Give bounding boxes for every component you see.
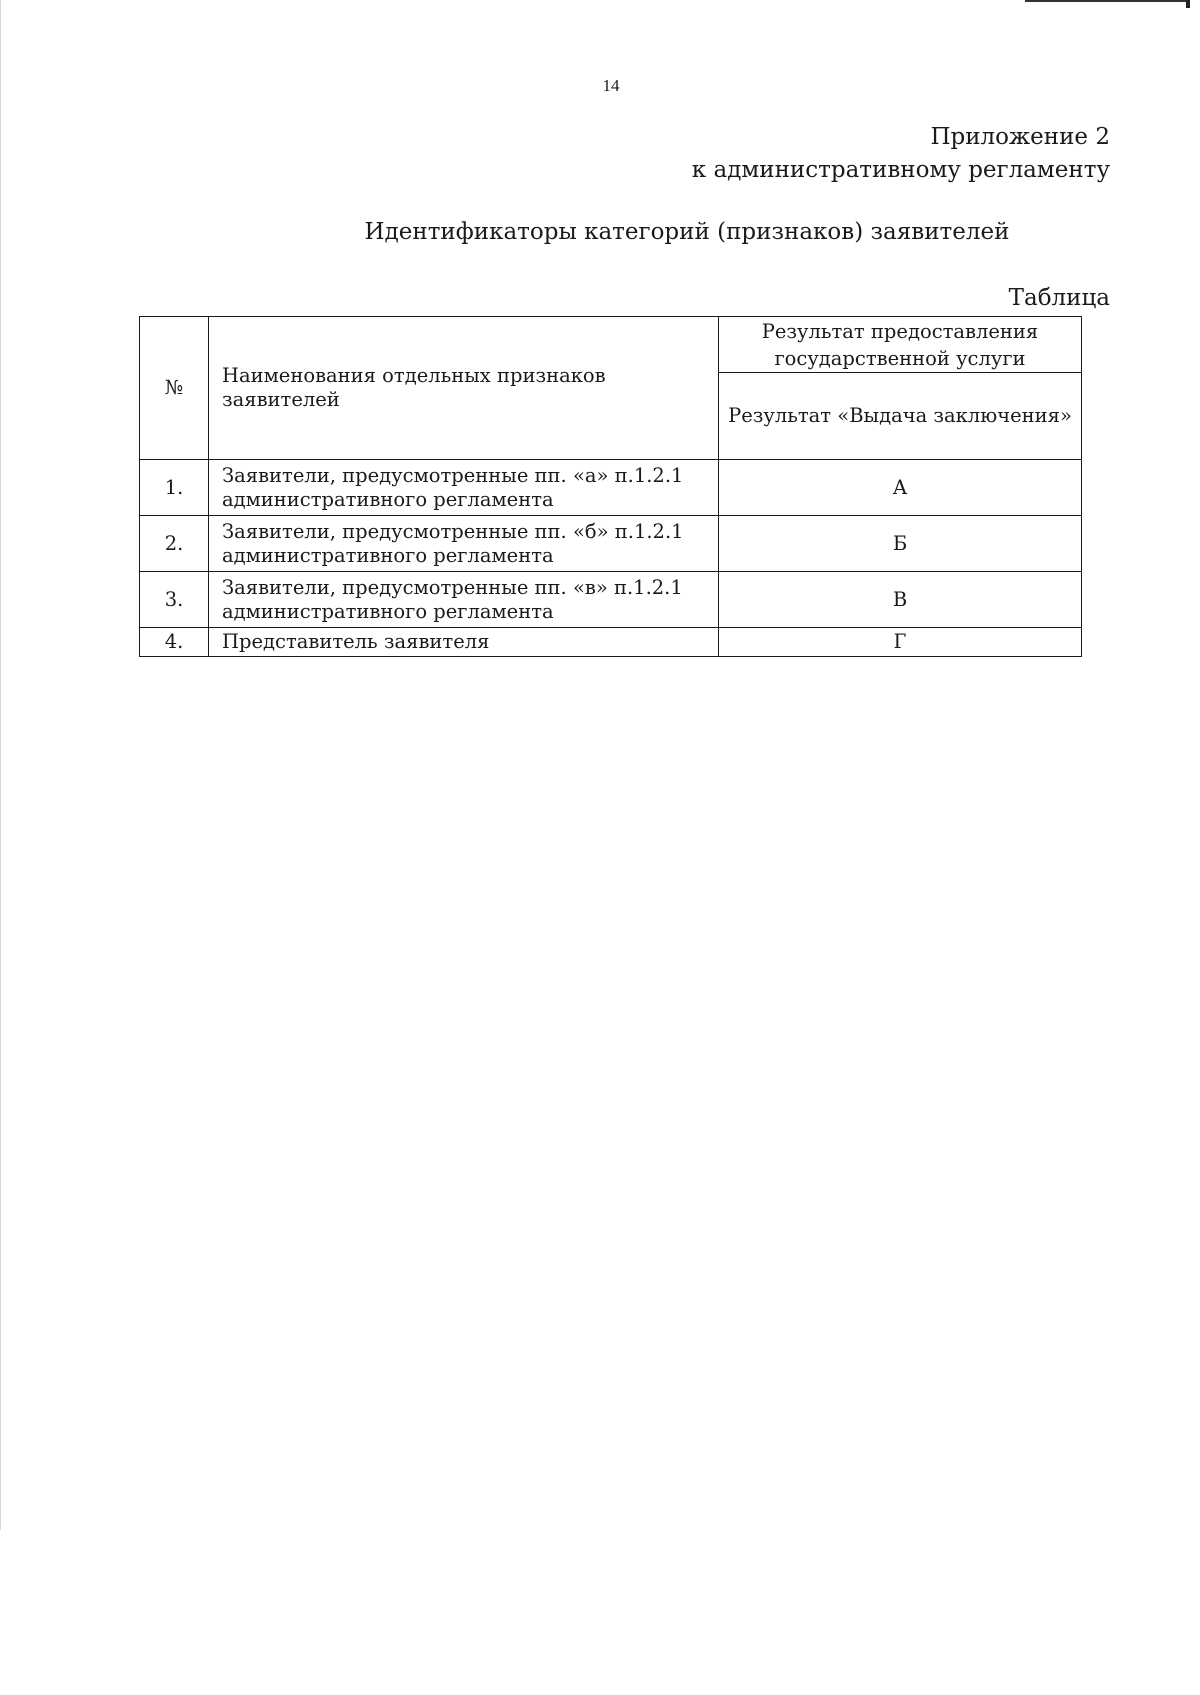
table-row (140, 516, 1082, 572)
document-title: Идентификаторы категорий (признаков) заявителей (364, 219, 1010, 245)
row-num-cell: 4. (140, 628, 209, 657)
row-result-cell: Б (719, 516, 1082, 572)
table-caption: Таблица (1008, 285, 1110, 311)
row-result-cell: А (719, 460, 1082, 516)
appendix-header (692, 121, 1110, 187)
row-num-cell: 1. (140, 460, 209, 516)
row-result-cell: Г (719, 628, 1082, 657)
header-result-cell: Результат «Выдача заключения» (719, 373, 1082, 460)
page-number: 14 (602, 76, 620, 95)
appendix-line-1: Приложение 2 (930, 124, 1110, 150)
row-result-cell: В (719, 572, 1082, 628)
header-result-group-cell: Результат предоставления государственной услуги (719, 317, 1082, 373)
header-num-cell: № (140, 317, 209, 460)
table-header-row (140, 317, 1082, 373)
table-row (140, 628, 1082, 657)
header-name-cell: Наименования отдельных признаков заявителей (209, 317, 719, 460)
scan-corner-mark (1186, 0, 1190, 8)
table-row (140, 460, 1082, 516)
row-name-cell: Заявители, предусмотренные пп. «в» п.1.2.1 административного регламента (209, 572, 719, 628)
row-num-cell: 2. (140, 516, 209, 572)
row-name-cell: Представитель заявителя (209, 628, 719, 657)
applicant-categories-table (139, 316, 1082, 657)
appendix-line-2: к административному регламенту (691, 157, 1110, 183)
row-name-cell: Заявители, предусмотренные пп. «б» п.1.2.1 административного регламента (209, 516, 719, 572)
row-num-cell: 3. (140, 572, 209, 628)
scan-edge-mark (1025, 0, 1190, 2)
table-row (140, 572, 1082, 628)
row-name-cell: Заявители, предусмотренные пп. «а» п.1.2.1 административного регламента (209, 460, 719, 516)
